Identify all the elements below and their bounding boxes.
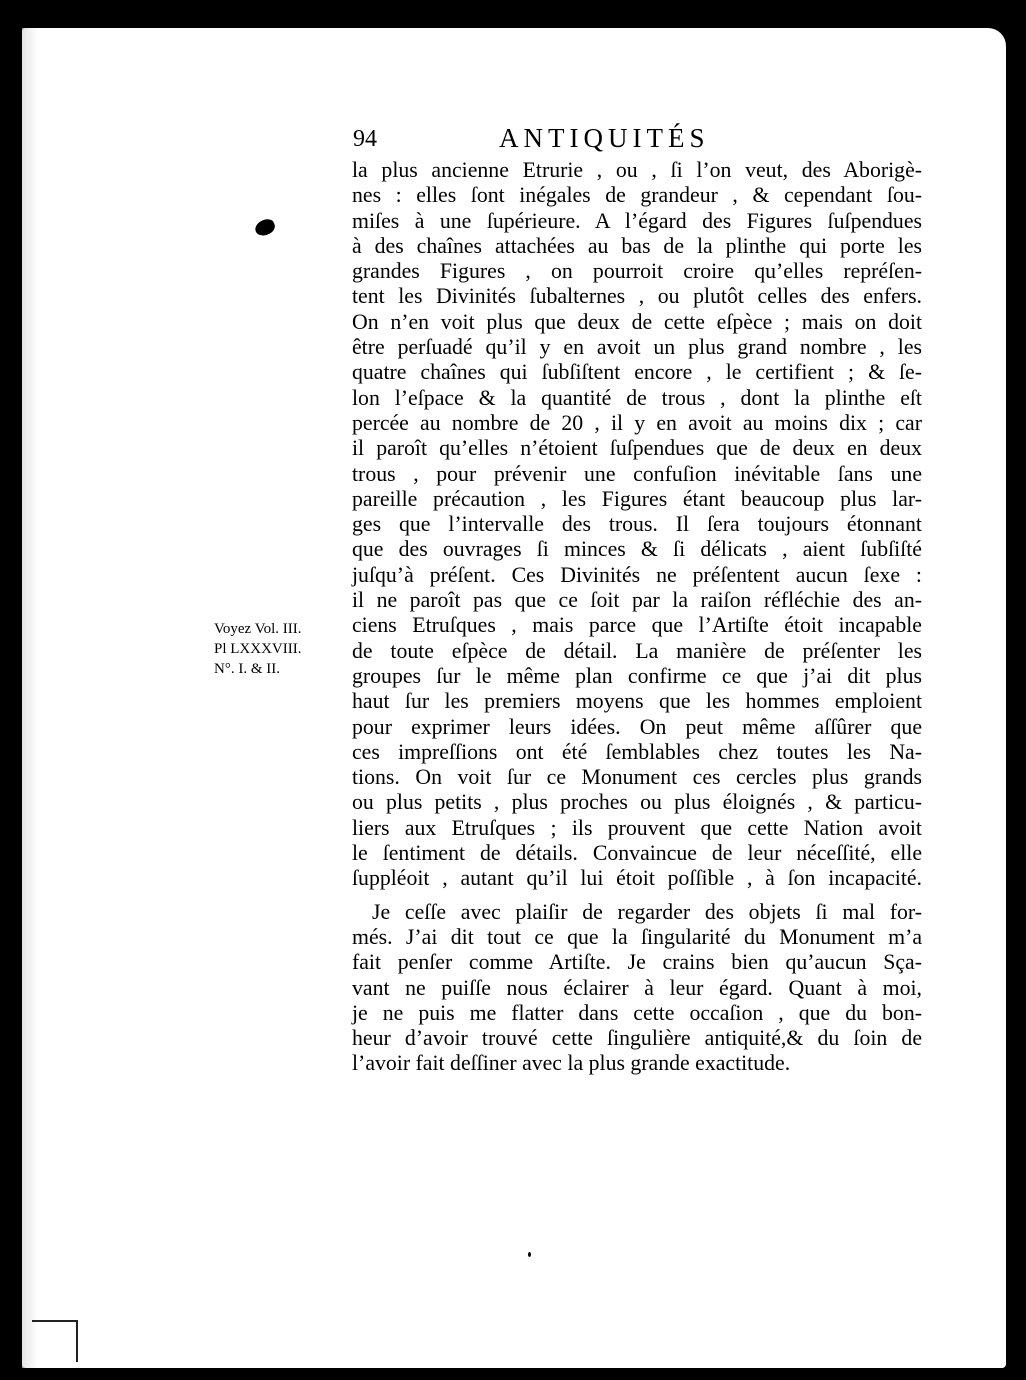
text-line: groupes ſur le même plan confirme ce que j’ai dit plus	[352, 663, 922, 688]
text-line: ges que l’intervalle des trous. Il ſera toujours étonnant	[352, 512, 922, 537]
text-line: tent les Divinités ſubalternes , ou plutôt celles des enfers.	[352, 284, 922, 309]
text-line: miſes à une ſupérieure. A l’égard des Figures ſuſpendues	[352, 208, 922, 233]
text-line: On n’en voit plus que deux de cette eſpèce ; mais on doit	[352, 309, 922, 334]
text-line: il paroît qu’elles n’étoient ſuſpendues que de deux en deux	[352, 436, 922, 461]
text-line: à des chaînes attachées au bas de la plinthe qui porte les	[352, 233, 922, 258]
running-title: ANTIQUITÉS	[499, 123, 710, 153]
text-line: être perſuadé qu’il y en avoit un plus grand nombre , les	[352, 335, 922, 360]
text-line: quatre chaînes qui ſubſiſtent encore , le certifient ; & ſe-	[352, 360, 922, 385]
text-line: Je ceſſe avec plaiſir de regarder des objets ſi mal for-	[372, 899, 922, 924]
text-line: haut ſur les premiers moyens que les hommes emploient	[352, 689, 922, 714]
text-line: ou plus petits , plus proches ou plus éloignés , & particu-	[352, 790, 922, 815]
marginal-note-line: N°. I. & II.	[214, 661, 280, 677]
text-line: heur d’avoir trouvé cette ſingulière antiquité,& du ſoin de	[352, 1026, 922, 1051]
text-line: la plus ancienne Etrurie , ou , ſi l’on veut, des Aborigè-	[352, 158, 922, 182]
text-line: de toute eſpèce de détail. La manière de préſenter les	[352, 638, 922, 663]
text-line: més. J’ai dit tout ce que la ſingularité du Monument m’a	[352, 924, 922, 949]
text-line: que des ouvrages ſi minces & ſi délicats , aient ſubſiſté	[352, 537, 922, 562]
text-line: pareille précaution , les Figures étant beaucoup plus lar-	[352, 486, 922, 511]
text-line: vant ne puiſſe nous éclairer à leur égard. Quant à moi,	[352, 975, 922, 1000]
marginal-note-line: Pl LXXXVIII.	[214, 641, 302, 657]
text-line: lon l’eſpace & la quantité de trous , dont la plinthe eſt	[352, 385, 922, 410]
text-line: trous , pour prévenir une confuſion inévitable ſans une	[352, 461, 922, 486]
paragraph-2	[352, 900, 922, 1077]
marginal-note	[214, 619, 352, 679]
text-line: tions. On voit ſur ce Monument ces cercles plus grands	[352, 765, 922, 790]
page-corner-mark	[32, 1320, 78, 1362]
text-line: liers aux Etruſques ; ils prouvent que cette Nation avoit	[352, 815, 922, 840]
paragraph-1	[352, 158, 922, 892]
body-text	[352, 158, 922, 1077]
page-left-edge-shadow	[22, 28, 38, 1368]
text-line: percée au nombre de 20 , il y en avoit au moins dix ; car	[352, 410, 922, 435]
text-line: fait penſer comme Artiſte. Je crains bien qu’aucun Sça-	[352, 950, 922, 975]
text-line: je ne puis me flatter dans cette occaſion , que du bon-	[352, 1000, 922, 1025]
ink-speck	[528, 1252, 531, 1257]
text-line: ſuppléoit , autant qu’il lui étoit poſſible , à ſon incapacité.	[352, 866, 922, 891]
text-line: ciens Etruſques , mais parce que l’Artiſte étoit incapable	[352, 613, 922, 638]
running-header	[353, 120, 833, 154]
text-line: pour exprimer leurs idées. On peut même aſſûrer que	[352, 714, 922, 739]
marginal-note-line: Voyez Vol. III.	[214, 621, 302, 637]
text-line: l’avoir fait deſſiner avec la plus grande exactitude.	[352, 1051, 791, 1076]
text-line: il ne paroît pas que ce ſoit par la raiſon réfléchie des an-	[352, 588, 922, 613]
paragraph-gap	[352, 892, 922, 900]
text-line: ces impreſſions ont été ſemblables chez toutes les Na-	[352, 739, 922, 764]
page-number: 94	[353, 126, 377, 152]
text-line: le ſentiment de détails. Convaincue de leur néceſſité, elle	[352, 841, 922, 866]
text-line: juſqu’à préſent. Ces Divinités ne préſentent aucun ſexe :	[352, 562, 922, 587]
text-line: nes : elles ſont inégales de grandeur , & cependant ſou-	[352, 183, 922, 208]
text-line: grandes Figures , on pourroit croire qu’elles repréſen-	[352, 259, 922, 284]
